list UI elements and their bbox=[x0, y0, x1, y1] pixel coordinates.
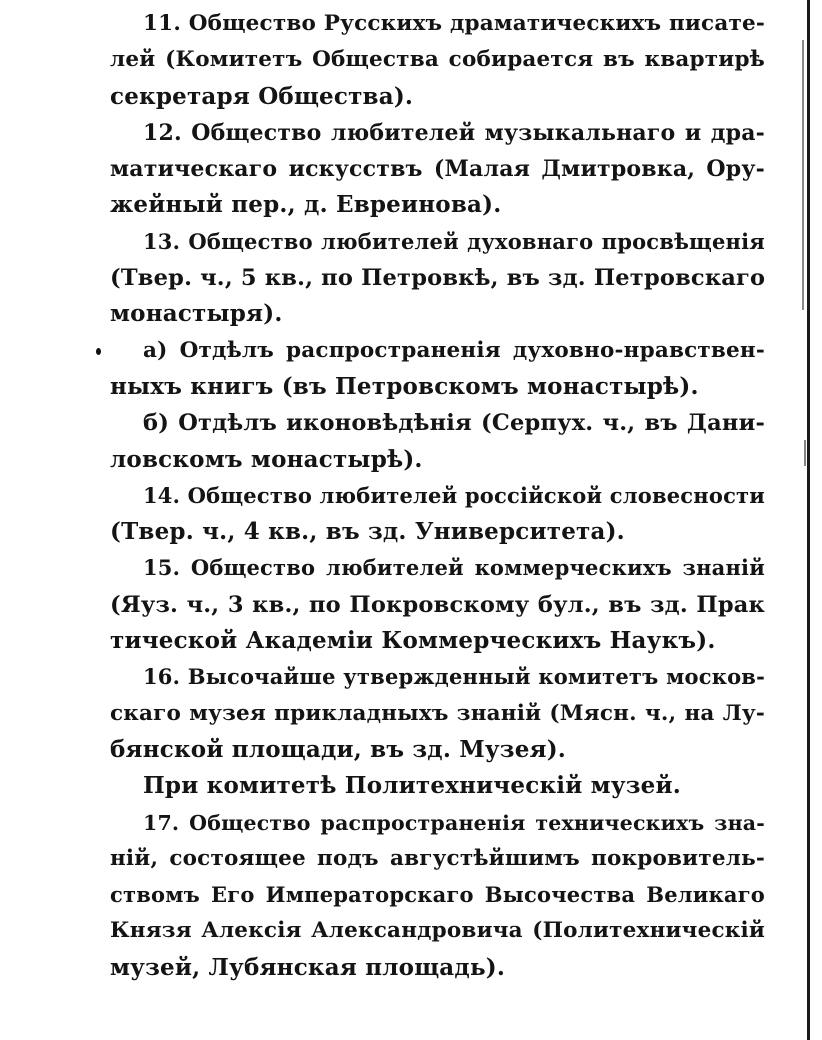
text-line: секретаря Общества). bbox=[110, 82, 414, 110]
text-line: 17. Общество распространенія техническихъ зна- bbox=[143, 810, 765, 835]
text-line: ствомъ Его Императорскаго Высочества Великаго bbox=[110, 882, 765, 908]
page-edge-shadow bbox=[802, 40, 804, 310]
text-line: ныхъ книгъ (въ Петровскомъ монастырѣ). bbox=[110, 372, 699, 400]
document-text bbox=[110, 6, 765, 986]
page-edge-line bbox=[807, 0, 810, 1040]
text-line: (Твер. ч., 5 кв., по Петровкѣ, въ зд. Петровскаго bbox=[110, 265, 766, 292]
text-line: лей (Комитетъ Общества собирается въ квартирѣ bbox=[110, 47, 765, 73]
text-line: 12. Общество любителей музыкальнаго и дра- bbox=[143, 119, 765, 146]
text-line: тической Академіи Коммерческихъ Наукъ). bbox=[110, 627, 716, 655]
text-line: бянской площади, въ зд. Музея). bbox=[110, 735, 567, 763]
text-line: 13. Общество любителей духовнаго просвѣщенія bbox=[143, 228, 765, 254]
text-line: (Твер. ч., 4 кв., въ зд. Университета). bbox=[110, 518, 625, 546]
ink-speck bbox=[96, 348, 101, 355]
text-line: матическаго искусствъ (Малая Дмитровка, Ору- bbox=[110, 156, 765, 183]
text-line: 16. Высочайше утвержденный комитетъ москов- bbox=[143, 664, 765, 690]
text-line: ловскомъ монастырѣ). bbox=[110, 445, 423, 473]
page-edge-tick bbox=[804, 440, 806, 466]
text-line: скаго музея прикладныхъ знаній (Мясн. ч., на Лу- bbox=[110, 700, 765, 726]
text-line: монастыря). bbox=[110, 300, 283, 328]
text-line: ній, состоящее подъ августѣйшимъ покровитель- bbox=[110, 845, 765, 871]
text-line: (Яуз. ч., 3 кв., по Покровскому бул., въ зд. Прак bbox=[110, 591, 765, 618]
text-line: 15. Общество любителей коммерческихъ знаній bbox=[143, 555, 765, 581]
text-line: Князя Алексія Александровича (Политехническій bbox=[110, 918, 765, 944]
text-line: 11. Общество Русскихъ драматическихъ писате- bbox=[143, 11, 765, 36]
text-line: б) Отдѣлъ иконовѣдѣнія (Серпух. ч., въ Дани- bbox=[143, 410, 765, 437]
text-line: а) Отдѣлъ распространенія духовно-нравствен- bbox=[143, 337, 765, 363]
text-line: жейный пер., д. Евреинова). bbox=[110, 191, 502, 219]
text-line: При комитетѣ Политехническій музей. bbox=[143, 772, 681, 800]
text-line: музей, Лубянская площадь). bbox=[110, 953, 506, 981]
text-line: 14. Общество любителей россійской словесности bbox=[143, 482, 766, 508]
